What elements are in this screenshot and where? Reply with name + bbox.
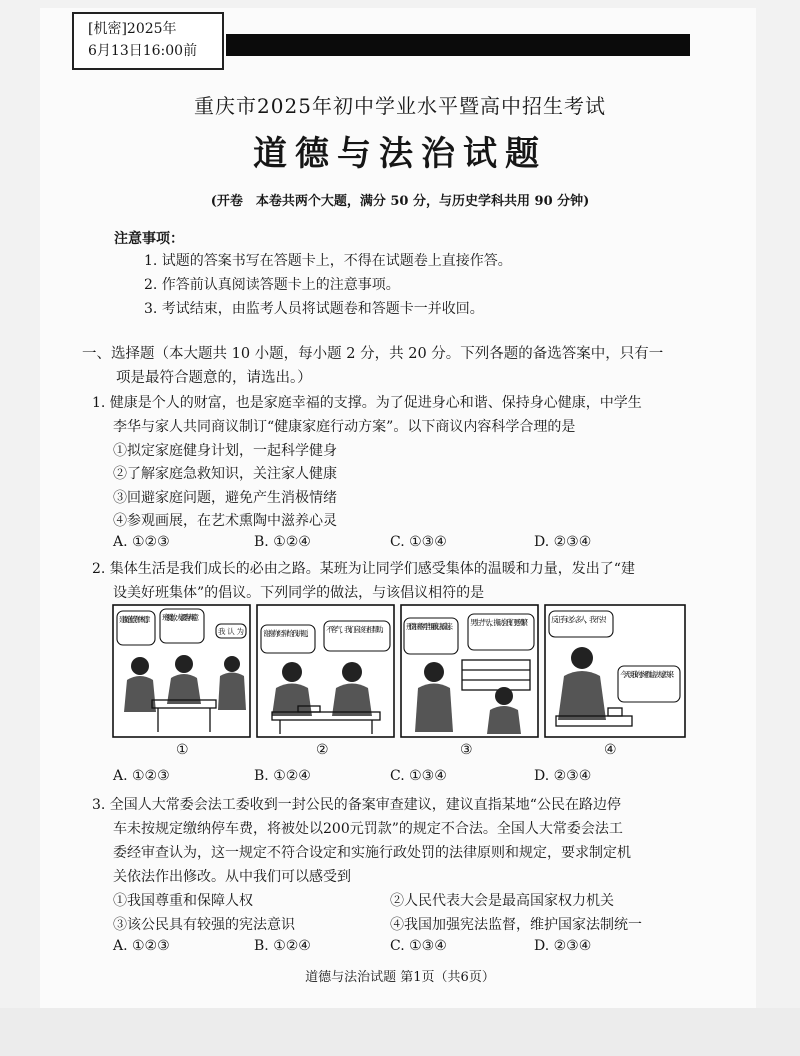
section-heading: 一、选择题（本大题共 10 小题，每小题 2 分，共 20 分。下列各题的备选答案中，只有一 [82, 346, 664, 362]
confidential-box [72, 12, 224, 70]
page-footer: 道德与法治试题 第1页（共6页） [305, 970, 495, 985]
bubble-text: 谢谢你经常给我讲题。 [263, 629, 313, 638]
answer-b: B. ①②④ [254, 534, 311, 550]
q1-item: ①拟定家庭健身计划，一起科学健身 [113, 443, 337, 459]
q1-answers [0, 534, 800, 554]
answer-d: D. ②③④ [534, 938, 592, 954]
confidential-line-1: [机密]2025年 [88, 21, 177, 37]
q3-item: ④我国加强宪法监督，维护国家法制统一 [390, 917, 642, 933]
comic-panel-2 [257, 605, 394, 737]
comic-panel-4 [545, 605, 685, 737]
bubble-text: 反正有这么多人，我不去！ [551, 615, 611, 624]
answer-b: B. ①②④ [254, 768, 311, 784]
redaction-bar [226, 34, 690, 56]
answer-b: B. ①②④ [254, 938, 311, 954]
q3-stem-cont: 委经审查认为，这一规定不符合设定和实施行政处罚的法律原则和规定，要求制定机 [113, 845, 631, 861]
bubble-text: 班级排放，大家要有表率意。 [162, 613, 202, 622]
section-heading-cont: 项是最符合题意的，请选出。） [116, 370, 312, 386]
bubble-text: 我认为 [218, 627, 244, 636]
q1-item: ④参观画展，在艺术熏陶中滋养心灵 [113, 513, 337, 529]
exam-name: 重庆市2025年初中学业水平暨高中招生考试 [194, 94, 606, 118]
bubble-text: 今天谈我的小组微信法大家快来！ [620, 670, 678, 679]
comic-panel-3 [401, 605, 538, 737]
page-bottom-margin [0, 1008, 800, 1056]
q3-stem-cont: 关依法作出修改。从中我们可以感受到 [113, 869, 351, 885]
exam-info: (开卷 本卷共两个大题，满分 50 分，与历史学科共用 90 分钟) [210, 194, 590, 209]
answer-d: D. ②③④ [534, 768, 592, 784]
q3-answers [0, 938, 800, 958]
panel-number-2: ② [316, 742, 329, 758]
q2-stem-cont: 设美好班集体”的倡议。下列同学的做法，与该倡议相符的是 [113, 585, 485, 601]
q2-stem: 2. 集体生活是我们成长的必由之路。某班为让同学们感受集体的温暖和力量，发出了“建 [92, 561, 635, 577]
note-item: 1. 试题的答案书写在答题卡上，不得在试题卷上直接作答。 [144, 253, 512, 269]
bubble-text: 男生力气大，搬动会我们更频繁！ [470, 618, 532, 627]
answer-c: C. ①③④ [390, 938, 447, 954]
answer-c: C. ①③④ [390, 768, 447, 784]
notes-title: 注意事项： [114, 231, 184, 247]
comic-strip [112, 604, 686, 738]
q1-item: ②了解家庭急救知识，关注家人健康 [113, 466, 337, 482]
q1-stem: 1. 健康是个人的财富，也是家庭幸福的支撑。为了促进身心和谐、保持身心健康，中学生 [92, 395, 642, 411]
q3-item: ①我国尊重和保障人权 [113, 893, 253, 909]
panel-number-1: ① [176, 742, 189, 758]
q1-item: ③回避家庭问题，避免产生消极情绪 [113, 490, 337, 506]
bubble-text: 建议轮流值守午休纪律。 [119, 615, 153, 624]
q3-stem: 3. 全国人大常委会法工委收到一封公民的备案审查建议，建议直指某地“公民在路边停 [92, 797, 621, 813]
confidential-line-2: 6月13日16:00前 [88, 43, 198, 59]
q1-stem-cont: 李华与家人共同商议制订“健康家庭行动方案”。以下商议内容科学合理的是 [113, 419, 576, 435]
note-item: 2. 作答前认真阅读答题卡上的注意事项。 [144, 277, 400, 293]
q3-item: ②人民代表大会是最高国家权力机关 [390, 893, 614, 909]
q3-stem-cont: 车未按规定缴纳停车费，将被处以200元罚款”的规定不合法。全国人大常委会法工 [113, 821, 623, 837]
page-title: 道德与法治试题 [253, 134, 547, 174]
answer-d: D. ②③④ [534, 534, 592, 550]
note-item: 3. 考试结束，由监考人员将试题卷和答题卡一并收回。 [144, 301, 484, 317]
answer-a: A. ①②③ [113, 768, 170, 784]
q3-item: ③该公民具有较强的宪法意识 [113, 917, 295, 933]
answer-a: A. ①②③ [113, 534, 170, 550]
q2-answers [0, 768, 800, 788]
bubble-text: 那位东区的同学当面我们去看走来。 [406, 622, 456, 631]
bubble-text: 不客气，我们应该互相帮助。 [326, 625, 388, 634]
panel-number-3: ③ [460, 742, 473, 758]
comic-panel-1 [113, 605, 250, 737]
answer-c: C. ①③④ [390, 534, 447, 550]
answer-a: A. ①②③ [113, 938, 170, 954]
panel-number-4: ④ [604, 742, 617, 758]
